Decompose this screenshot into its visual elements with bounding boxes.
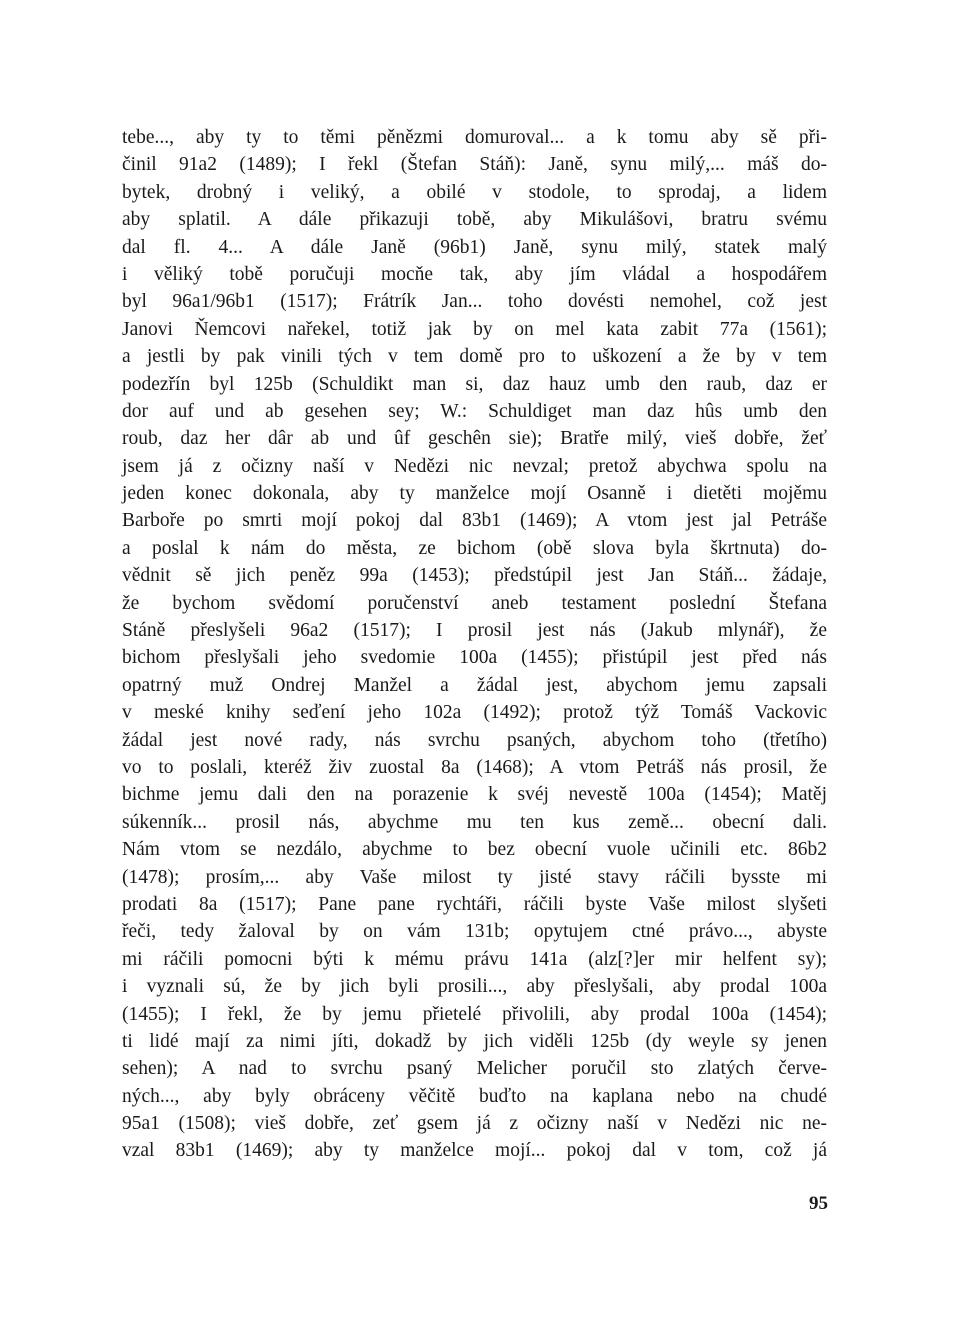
text-line: řeči, tedy žaloval by on vám 131b; opytujem ctné právo..., abyste (122, 921, 827, 943)
text-line: ných..., aby byly obráceny věčitě buďto na kaplana nebo na chudé (122, 1085, 827, 1107)
text-line: dor auf und ab gesehen sey; W.: Schuldiget man daz hûs umb den (122, 400, 827, 422)
text-line: a poslal k nám do města, ze bichom (obě slova byla škrtnuta) do- (122, 537, 827, 559)
text-line: dal fl. 4... A dále Janě (96b1) Janě, synu milý, statek malý (122, 236, 827, 258)
text-line: vo to poslali, kteréž živ zuostal 8a (1468); A vtom Petráš nás prosil, že (122, 756, 827, 778)
text-line: byl 96a1/96b1 (1517); Frátrík Jan... toho dovésti nemohel, což jest (122, 291, 827, 313)
text-line: bytek, drobný i veliký, a obilé v stodole, to sprodaj, a lidem (122, 181, 827, 203)
text-line: sehen); A nad to svrchu psaný Melicher poručil sto zlatých červe- (122, 1058, 827, 1080)
text-line: Barboře po smrti mojí pokoj dal 83b1 (1469); A vtom jest jal Petráše (122, 510, 827, 532)
text-line: podezřín byl 125b (Schuldikt man si, daz hauz umb den raub, daz er (122, 373, 827, 395)
text-line: i věliký tobě poručuji mocňe tak, aby jím vládal a hospodářem (122, 263, 827, 285)
page-number: 95 (809, 1193, 828, 1214)
text-line: aby splatil. A dále přikazuji tobě, aby Mikulášovi, bratru svému (122, 209, 827, 231)
text-line: že bychom svědomí poručenství aneb testament poslední Štefana (122, 592, 827, 614)
text-line: Nám vtom se nezdálo, abychme to bez obecní vuole učinili etc. 86b2 (122, 839, 827, 861)
text-line: roub, daz her dâr ab und ûf geschên sie); Bratře milý, vieš dobře, žeť (122, 428, 827, 450)
text-line: súkenník... prosil nás, abychme mu ten kus země... obecní dali. (122, 811, 827, 833)
text-line: Stáně přeslyšeli 96a2 (1517); I prosil jest nás (Jakub mlynář), že (122, 620, 827, 642)
text-line: (1455); I řekl, že by jemu přietelé přivolili, aby prodal 100a (1454); (122, 1003, 827, 1025)
text-line: vzal 83b1 (1469); aby ty manželce mojí... pokoj dal v tom, což já (122, 1140, 827, 1162)
text-line: vědnit sě jich peněz 99a (1453); předstúpil jest Jan Stáň... žádaje, (122, 565, 827, 587)
body-text (122, 124, 827, 1165)
text-line: a jestli by pak vinili tých v tem domě pro to uškození a že by v tem (122, 346, 827, 368)
text-line: (1478); prosím,... aby Vaše milost ty jisté stavy ráčili bysste mi (122, 866, 827, 888)
text-line: jsem já z očizny naší v Nedězi nic nevzal; pretož abychwa spolu na (122, 455, 827, 477)
text-line: jeden konec dokonala, aby ty manželce mojí Osanně i dietěti mojěmu (122, 483, 827, 505)
text-line: bichom přeslyšali jeho svedomie 100a (1455); přistúpil jest před nás (122, 647, 827, 669)
text-line: i vyznali sú, že by jich byli prosili..., aby přeslyšali, aby prodal 100a (122, 976, 827, 998)
text-line: bichme jemu dali den na porazenie k svéj nevestě 100a (1454); Matěj (122, 784, 827, 806)
text-line: ti lidé mají za nimi jíti, dokadž by jich viděli 125b (dy weyle sy jenen (122, 1030, 827, 1052)
text-line: Janovi Ňemcovi nařekel, totiž jak by on mel kata zabit 77a (1561); (122, 318, 827, 340)
text-line: mi ráčili pomocni býti k mému právu 141a (alz[?]er mir helfent sy); (122, 948, 827, 970)
text-line: žádal jest nové rady, nás svrchu psaných, abychom toho (třetího) (122, 729, 827, 751)
text-line: tebe..., aby ty to těmi pěnězmi domuroval... a k tomu aby sě při- (122, 127, 827, 148)
text-line: prodati 8a (1517); Pane pane rychtáři, ráčili byste Vaše milost slyšeti (122, 893, 827, 915)
text-line: v meské knihy seďení jeho 102a (1492); protož týž Tomáš Vackovic (122, 702, 827, 724)
text-line: činil 91a2 (1489); I řekl (Štefan Stáň): Janě, synu milý,... máš do- (122, 154, 827, 176)
text-line: opatrný muž Ondrej Manžel a žádal jest, abychom jemu zapsali (122, 674, 827, 696)
text-line: 95a1 (1508); vieš dobře, zeť gsem já z očizny naší v Nedězi nic ne- (122, 1113, 827, 1135)
